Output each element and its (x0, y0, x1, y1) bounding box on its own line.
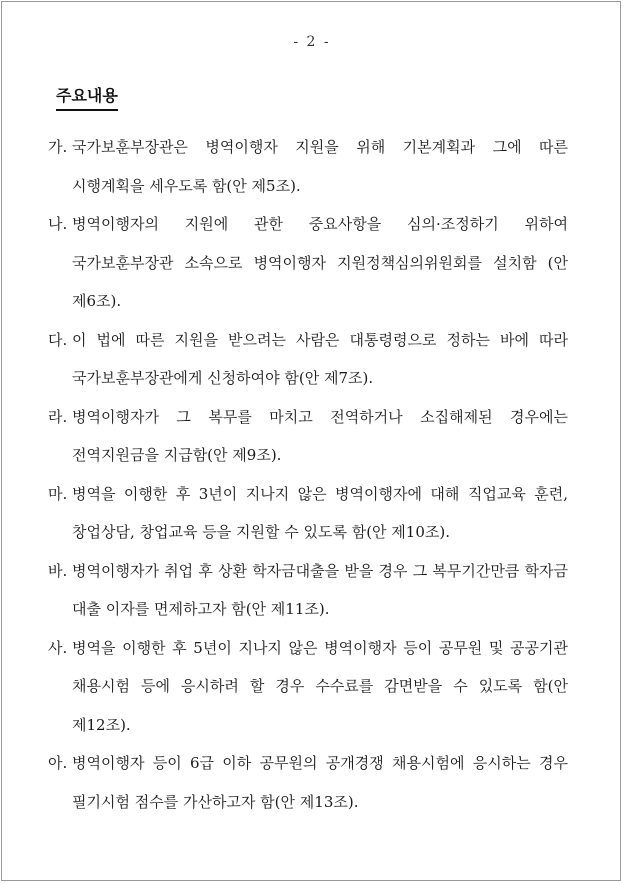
item-text: 병역을 이행한 후 3년이 지나지 않은 병역이행자에 대해 직업교육 훈련, 창업상담, 창업교육 등을 지원할 수 있도록 함(안 제10조). (72, 484, 568, 541)
list-item (48, 205, 568, 321)
item-marker: 라. (48, 407, 68, 426)
section-title: 주요내용 (56, 86, 118, 111)
item-text: 병역이행자 등이 6급 이하 공무원의 공개경쟁 채용시험에 응시하는 경우 필기시험 점수를 가산하고자 함(안 제13조). (72, 754, 568, 811)
list-item (48, 398, 568, 475)
list-item (48, 629, 568, 745)
item-marker: 아. (48, 754, 68, 772)
list-item (48, 321, 568, 398)
item-text: 병역이행자의 지원에 관한 중요사항을 심의·조정하기 위하여 국가보훈부장관 소속으로 병역이행자 지원정책심의위원회를 설치함 (안 제6조). (72, 215, 568, 310)
list-item (48, 744, 568, 821)
page-number: - 2 - (293, 34, 331, 50)
item-text: 국가보훈부장관은 병역이행자 지원을 위해 기본계획과 그에 따른 시행계획을 세우도록 함(안 제5조). (72, 138, 568, 195)
item-marker: 바. (48, 561, 68, 580)
item-text: 병역이행자가 취업 후 상환 학자금대출을 받을 경우 그 복무기간만큼 학자금 대출 이자를 면제하고자 함(안 제11조). (72, 561, 568, 618)
item-marker: 가. (48, 138, 68, 156)
item-marker: 사. (48, 638, 68, 657)
item-marker: 다. (48, 330, 68, 349)
item-text: 이 법에 따른 지원을 받으려는 사람은 대통령령으로 정하는 바에 따라 국가보훈부장관에게 신청하여야 함(안 제7조). (72, 330, 568, 387)
list-item (48, 128, 568, 205)
content-list (48, 128, 568, 821)
item-text: 병역이행자가 그 복무를 마치고 전역하거나 소집해제된 경우에는 전역지원금을 지급함(안 제9조). (72, 407, 568, 464)
list-item (48, 552, 568, 629)
list-item (48, 475, 568, 552)
item-marker: 나. (48, 215, 68, 233)
item-text: 병역을 이행한 후 5년이 지나지 않은 병역이행자 등이 공무원 및 공공기관 채용시험 등에 응시하려 할 경우 수수료를 감면받을 수 있도록 함(안 제12조). (72, 638, 568, 734)
item-marker: 마. (48, 484, 68, 503)
